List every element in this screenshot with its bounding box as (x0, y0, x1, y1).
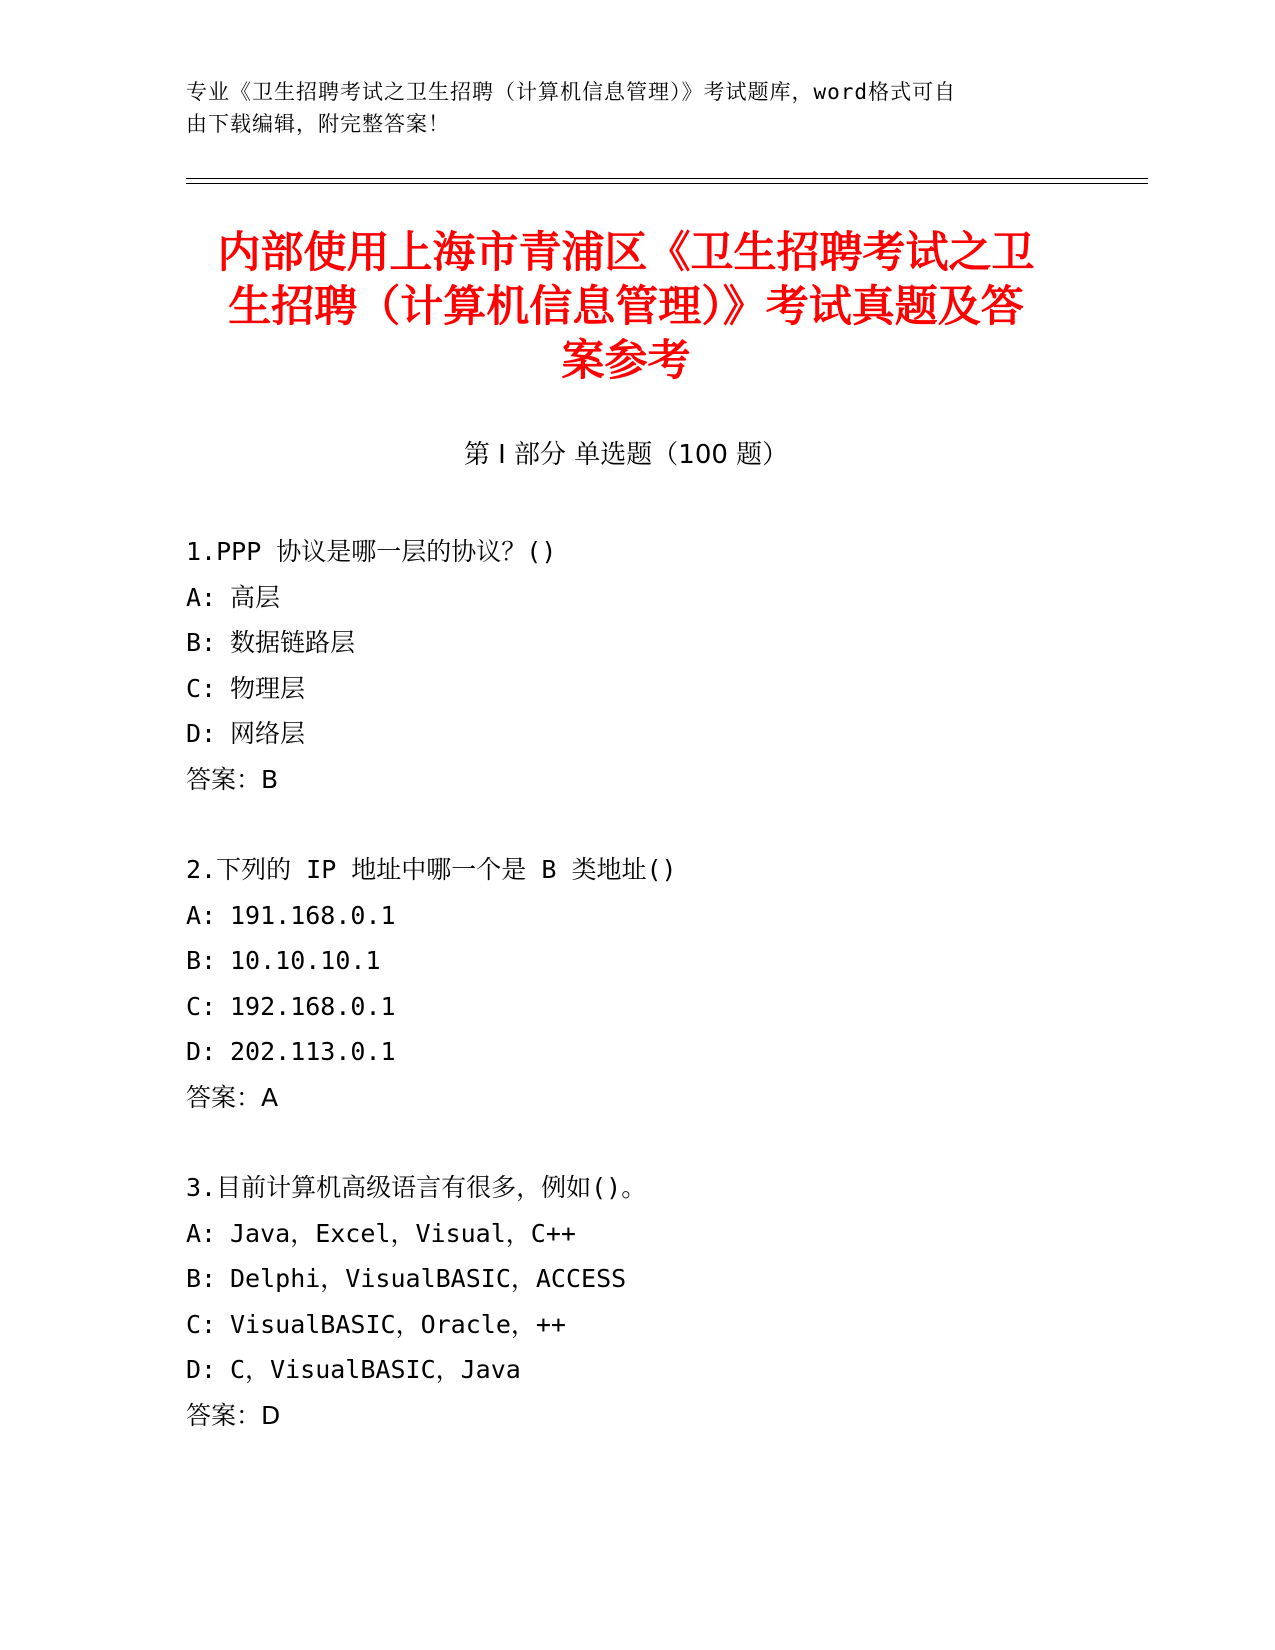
question-stem: 2.下列的 IP 地址中哪一个是 B 类地址() (186, 855, 677, 884)
option-row (186, 893, 1086, 939)
answer-line: 答案：A (186, 1082, 279, 1112)
option-text: 10.10.10.1 (230, 946, 381, 975)
question-item (186, 529, 1086, 802)
title-line-3: 案参考 (561, 336, 691, 386)
option-row (186, 711, 1086, 757)
option-row (186, 575, 1086, 621)
header-divider-bottom (186, 183, 1148, 184)
option-row (186, 1347, 1086, 1393)
option-text: Java，Excel，Visual，C++ (230, 1218, 576, 1248)
option-text: 192.168.0.1 (230, 991, 396, 1021)
option-row (186, 1256, 1086, 1302)
option-letter: D: (186, 1037, 217, 1066)
option-text: C，VisualBASIC，Java (230, 1355, 521, 1384)
document-header-note (186, 76, 1066, 140)
question-item (186, 1165, 1086, 1438)
option-row (186, 1302, 1086, 1348)
option-text: 物理层 (230, 673, 306, 703)
option-letter: D: (186, 719, 217, 748)
question-list (186, 529, 1086, 1483)
option-letter: C: (186, 1309, 217, 1339)
option-row (186, 938, 1086, 984)
option-text: 202.113.0.1 (230, 1037, 396, 1066)
question-stem: 1.PPP 协议是哪一层的协议？() (186, 537, 557, 566)
header-note-line-1: 专业《卫生招聘考试之卫生招聘（计算机信息管理）》考试题库，word格式可自 (186, 80, 957, 104)
option-text: 191.168.0.1 (230, 900, 396, 930)
option-letter: D: (186, 1355, 217, 1384)
option-letter: B: (186, 628, 217, 657)
question-item (186, 847, 1086, 1120)
option-text: VisualBASIC，Oracle，++ (230, 1309, 566, 1339)
option-text: 网络层 (230, 719, 306, 748)
option-letter: A: (186, 582, 217, 612)
option-row (186, 1211, 1086, 1257)
option-text: 数据链路层 (230, 628, 356, 657)
option-row (186, 984, 1086, 1030)
option-letter: B: (186, 946, 217, 975)
option-letter: A: (186, 1218, 217, 1248)
option-letter: A: (186, 900, 217, 930)
option-text: Delphi，VisualBASIC，ACCESS (230, 1264, 627, 1293)
option-letter: B: (186, 1264, 217, 1293)
document-title (186, 226, 1066, 388)
header-note-line-2: 由下载编辑，附完整答案！ (186, 112, 450, 136)
option-letter: C: (186, 673, 217, 703)
title-line-2: 生招聘（计算机信息管理）》考试真题及答 (228, 282, 1024, 332)
option-row (186, 666, 1086, 712)
option-letter: C: (186, 991, 217, 1021)
section-heading: 第 I 部分 单选题（100 题） (463, 440, 789, 470)
option-text: 高层 (230, 582, 281, 612)
option-row (186, 1029, 1086, 1075)
question-stem: 3.目前计算机高级语言有很多，例如()。 (186, 1173, 647, 1202)
option-row (186, 620, 1086, 666)
title-line-1: 内部使用上海市青浦区《卫生招聘考试之卫 (217, 228, 1035, 278)
header-divider-top (186, 178, 1148, 179)
answer-line: 答案：D (186, 1400, 281, 1430)
answer-line: 答案：B (186, 764, 279, 794)
